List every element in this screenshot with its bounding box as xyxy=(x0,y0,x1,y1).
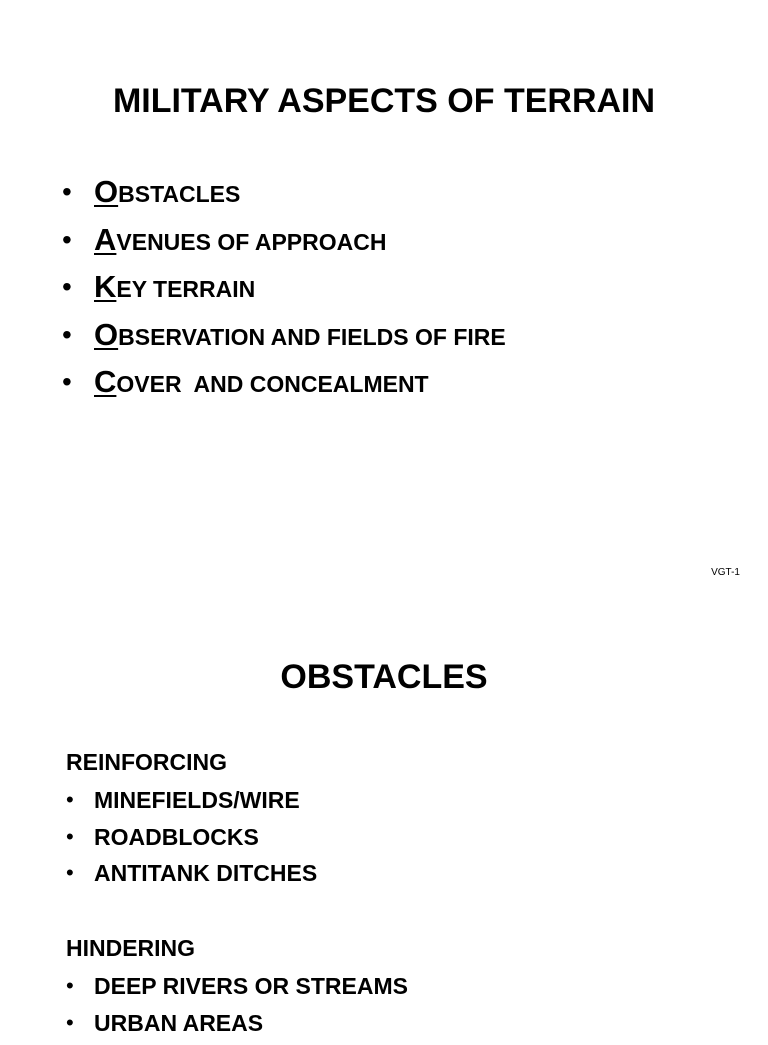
bullet: • xyxy=(66,860,74,885)
slide-title: MILITARY ASPECTS OF TERRAIN xyxy=(112,82,656,120)
list-item-text xyxy=(94,362,429,408)
acronym-rest: BSERVATION AND FIELDS OF FIRE xyxy=(118,323,506,350)
acronym-letter: O xyxy=(94,316,119,352)
acronym-letter: A xyxy=(94,221,117,257)
list-item-text: ANTITANK DITCHES xyxy=(94,860,318,886)
section-heading-reinforcing: REINFORCING xyxy=(66,749,227,775)
bullet: • xyxy=(66,1009,74,1035)
list-item-text: DEEP RIVERS OR STREAMS xyxy=(94,973,408,999)
slide-title: OBSTACLES xyxy=(280,658,488,696)
bullet: • xyxy=(62,366,72,397)
list-item-text: ROADBLOCKS xyxy=(94,823,259,850)
acronym-letter: K xyxy=(94,269,117,304)
list-item-text xyxy=(94,315,506,361)
bullet: • xyxy=(66,973,74,998)
acronym-letter: C xyxy=(94,364,117,399)
list-item-text: URBAN AREAS xyxy=(94,1009,264,1036)
acronym-rest: EY TERRAIN xyxy=(116,276,256,302)
slide-obstacles xyxy=(0,600,768,1036)
list-item-text xyxy=(94,267,255,313)
bullet: • xyxy=(66,787,74,812)
bullet: • xyxy=(66,823,74,849)
list-item-text xyxy=(94,220,386,266)
slide-code: VGT-1 xyxy=(711,567,740,578)
section-heading-hindering: HINDERING xyxy=(66,935,196,961)
acronym-rest: BSTACLES xyxy=(118,181,241,207)
bullet: • xyxy=(62,223,72,255)
acronym-rest: OVER AND CONCEALMENT xyxy=(116,371,429,397)
bullet: • xyxy=(62,271,72,302)
acronym-letter: O xyxy=(94,174,119,209)
acronym-rest: VENUES OF APPROACH xyxy=(116,228,387,255)
bullet: • xyxy=(62,176,72,207)
list-item-text: MINEFIELDS/WIRE xyxy=(94,787,300,813)
list-item-text xyxy=(94,172,240,218)
bullet: • xyxy=(62,318,72,350)
